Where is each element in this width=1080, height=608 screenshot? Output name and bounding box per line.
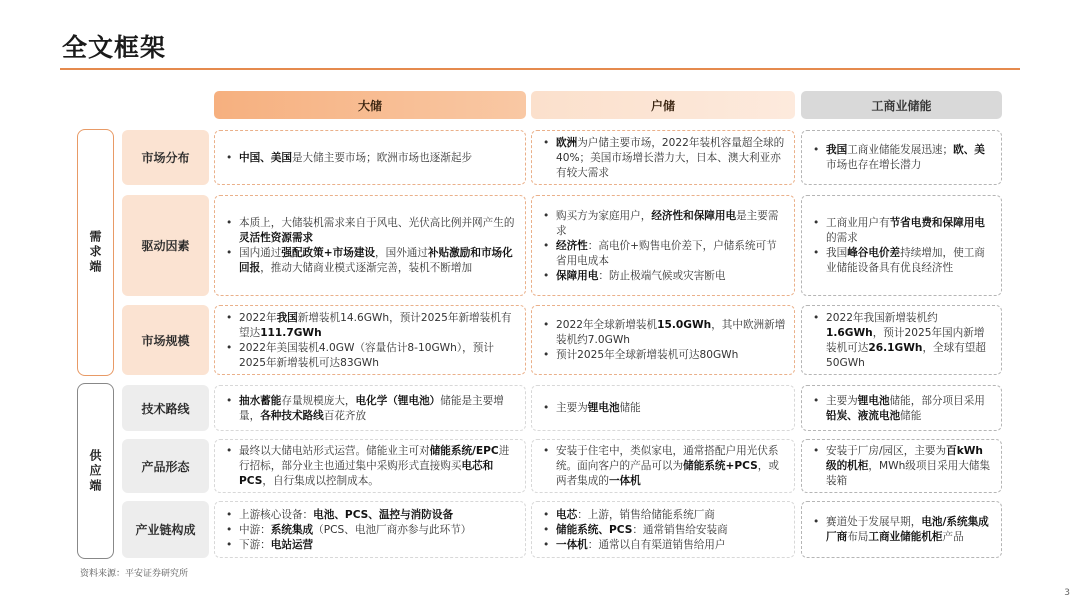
bold-text: 强配政策+市场建设 xyxy=(281,247,376,259)
text: ：通常销售给安装商 xyxy=(632,523,728,536)
text: 中游： xyxy=(239,523,271,536)
bold-text: 系统集成 xyxy=(270,523,314,536)
cell xyxy=(214,130,526,185)
text: 主要为 xyxy=(826,394,858,407)
row-label-product-form: 产品形态 xyxy=(122,439,209,493)
text: 2022年我国新增装机约 xyxy=(826,311,938,324)
bullet-item xyxy=(225,538,517,553)
text: 国内通过 xyxy=(239,247,282,259)
text: 预计2025年全球新增装机可达80GWh xyxy=(556,349,739,361)
text: 布局 xyxy=(847,531,869,543)
bold-text: 电池、PCS、温控与消防设备 xyxy=(313,508,454,521)
text: （PCS、电池厂商亦参与此环节） xyxy=(313,523,472,536)
text: 进行招标，部分业主也通过集中采购形式直接购买 xyxy=(239,445,510,472)
text: ，或两者集成的 xyxy=(556,460,779,487)
text: 储能是主要增量， xyxy=(239,394,504,422)
row-label-industry-chain: 产业链构成 xyxy=(122,501,209,558)
bullet-item xyxy=(542,401,786,416)
cell xyxy=(801,439,1002,493)
text: 主要为 xyxy=(556,402,588,414)
cell xyxy=(214,195,526,296)
bullet-item xyxy=(225,341,517,371)
source-note: 资料来源：平安证券研究所 xyxy=(80,569,189,579)
bold-text: 我国 xyxy=(276,311,298,324)
bullet-item xyxy=(812,311,993,371)
bullet-item xyxy=(225,151,517,166)
bold-text: 电芯 xyxy=(556,508,578,521)
column-header-commercial-storage: 工商业储能 xyxy=(801,91,1002,119)
bullet-item xyxy=(542,269,786,284)
title-divider xyxy=(60,68,1020,70)
bold-text: 储能系统+PCS xyxy=(683,460,758,472)
bullet-item xyxy=(812,216,993,246)
text: 赛道处于发展早期， xyxy=(826,516,922,528)
text: 为户储主要市场，2022年装机容量超全球的40%；美国市场增长潜力大，日本、澳大利亚亦有较大需求 xyxy=(556,136,785,179)
bullet-item xyxy=(542,508,786,523)
bullet-item xyxy=(812,143,993,173)
text: 工商业用户有 xyxy=(826,217,890,229)
bold-text: 电芯和PCS xyxy=(239,460,494,487)
cell xyxy=(801,195,1002,296)
row-label-technology-route: 技术路线 xyxy=(122,385,209,431)
row-label-market-distribution: 市场分布 xyxy=(122,130,209,185)
text: ，推动大储商业模式逐渐完善，装机不断增加 xyxy=(260,262,473,274)
text: ，自行集成以控制成本。 xyxy=(262,475,379,487)
bold-text: 欧、美 xyxy=(953,144,985,156)
bold-text: 经济性和保障用电 xyxy=(651,209,737,222)
text: 储能 xyxy=(619,402,641,414)
bullet-item xyxy=(542,318,786,348)
bullet-item xyxy=(542,538,786,553)
page-title: 全文框架 xyxy=(62,33,167,62)
cell xyxy=(531,130,795,185)
page-number: 3 xyxy=(1064,588,1070,598)
text: 储能，部分项目采用 xyxy=(889,394,985,407)
bullet-item xyxy=(542,444,786,489)
bold-text: 经济性 xyxy=(556,239,588,252)
text: 新增装机14.6GWh，预计2025年新增装机有望达 xyxy=(239,311,512,339)
text: ：通常以自有渠道销售给用户 xyxy=(587,538,726,551)
text: 下游： xyxy=(239,538,271,551)
cell xyxy=(801,501,1002,558)
column-header-grid-storage: 大储 xyxy=(214,91,526,119)
bullet-item xyxy=(542,523,786,538)
bold-text: 电池/系统集成厂商 xyxy=(826,516,989,543)
text: 存量规模庞大， xyxy=(281,394,356,407)
bold-text: 26.1GWh xyxy=(868,341,923,354)
text: 百花齐放 xyxy=(323,409,367,422)
bullet-item xyxy=(812,444,993,489)
cell xyxy=(801,305,1002,375)
group-label-demand: 需求端 xyxy=(88,230,102,275)
text: 2022年 xyxy=(239,311,277,324)
bullet-item xyxy=(225,508,517,523)
text: ：高电价+购售电价差下，户储系统可节省用电成本 xyxy=(556,239,777,267)
bullet-item xyxy=(225,394,517,424)
bold-text: 储能系统/EPC xyxy=(429,445,499,457)
text: ，其中欧洲新增装机约7.0GWh xyxy=(556,319,786,346)
cell xyxy=(801,130,1002,185)
text: ，全球有望超50GWh xyxy=(826,341,986,369)
text: 是大储主要市场；欧洲市场也逐渐起步 xyxy=(291,151,473,164)
group-supply xyxy=(77,383,114,559)
group-label-supply: 供应端 xyxy=(88,448,102,494)
text: 购买方为家庭用户， xyxy=(556,209,652,222)
bold-text: 一体机 xyxy=(556,538,588,551)
text: 最终以大储电站形式运营。储能业主可对 xyxy=(239,445,430,457)
cell xyxy=(214,385,526,431)
bold-text: 百kWh级的机柜 xyxy=(826,445,983,472)
bold-text: 电化学（锂电池） xyxy=(355,394,441,407)
bold-text: 1.6GWh xyxy=(826,326,873,339)
text: 2022年全球新增装机 xyxy=(556,319,658,331)
bold-text: 节省电费和保障用电 xyxy=(889,217,985,229)
text: 产品 xyxy=(942,531,964,543)
bullet-item xyxy=(542,239,786,269)
text: 储能 xyxy=(900,409,922,422)
bullet-item xyxy=(542,209,786,239)
bold-text: 15.0GWh xyxy=(657,319,712,331)
bold-text: 111.7GWh xyxy=(260,326,322,339)
row-label-market-size: 市场规模 xyxy=(122,305,209,375)
text: 上游核心设备： xyxy=(239,508,314,521)
cell xyxy=(214,439,526,493)
text: ，国外通过 xyxy=(375,247,428,259)
text: ，MWh级项目采用大储集装箱 xyxy=(826,460,991,487)
bold-text: 保障用电 xyxy=(556,269,599,282)
cell xyxy=(214,501,526,558)
bold-text: 欧洲 xyxy=(556,136,578,149)
text: ：防止极端气候或灾害断电 xyxy=(598,269,726,282)
text: 安装于住宅中，类似家电，通常搭配户用光伏系统。面向客户的产品可以为 xyxy=(556,445,779,472)
row-label-driving-factors: 驱动因素 xyxy=(122,195,209,296)
bold-text: 电站运营 xyxy=(270,538,314,551)
bullet-item xyxy=(812,246,993,276)
text: 的需求 xyxy=(826,232,858,244)
bullet-item xyxy=(225,444,517,489)
bold-text: 各种技术路线 xyxy=(260,409,324,422)
bullet-item xyxy=(225,311,517,341)
cell xyxy=(531,305,795,375)
bold-text: 峰谷电价差 xyxy=(847,247,901,259)
cell xyxy=(214,305,526,375)
text: 安装于厂房/园区，主要为 xyxy=(826,445,947,457)
text: 工商业储能发展迅速； xyxy=(847,144,954,156)
bullet-item xyxy=(542,136,786,181)
bold-text: 补贴激励和市场化回报 xyxy=(239,247,513,274)
text: 是主要需求 xyxy=(556,209,779,237)
text: 我国 xyxy=(826,247,848,259)
bullet-item xyxy=(542,348,786,363)
text: 2022年美国装机4.0GW（容量估计8-10GWh），预计2025年新增装机可达83GWh xyxy=(239,341,494,369)
bullet-item xyxy=(225,523,517,538)
cell xyxy=(531,385,795,431)
bold-text: 灵活性资源需求 xyxy=(239,232,314,244)
group-demand xyxy=(77,129,114,376)
text: 持续增加，使工商业储能设备具有优良经济性 xyxy=(826,247,985,274)
text: ：上游，销售给储能系统厂商 xyxy=(577,508,715,521)
bold-text: 工商业储能机柜 xyxy=(868,531,943,543)
bullet-item xyxy=(225,246,517,276)
bold-text: 我国 xyxy=(826,144,848,156)
bold-text: 抽水蓄能 xyxy=(239,394,282,407)
cell xyxy=(531,439,795,493)
cell xyxy=(531,195,795,296)
bold-text: 锂电池 xyxy=(587,402,620,414)
bold-text: 中国、美国 xyxy=(239,151,292,164)
bold-text: 锂电池 xyxy=(857,394,890,407)
bold-text: 铅炭、液流电池 xyxy=(826,409,901,422)
bold-text: 储能系统、PCS xyxy=(556,523,633,536)
bold-text: 一体机 xyxy=(608,475,641,487)
bullet-item xyxy=(812,515,993,545)
text: ，预计2025年国内新增装机可达 xyxy=(826,326,985,354)
column-header-household-storage: 户储 xyxy=(531,91,795,119)
cell xyxy=(531,501,795,558)
bullet-item xyxy=(812,394,993,424)
text: 市场也存在增长潜力 xyxy=(826,159,922,171)
cell xyxy=(801,385,1002,431)
bullet-item xyxy=(225,216,517,246)
text: 本质上，大储装机需求来自于风电、光伏高比例并网产生的 xyxy=(239,217,515,229)
